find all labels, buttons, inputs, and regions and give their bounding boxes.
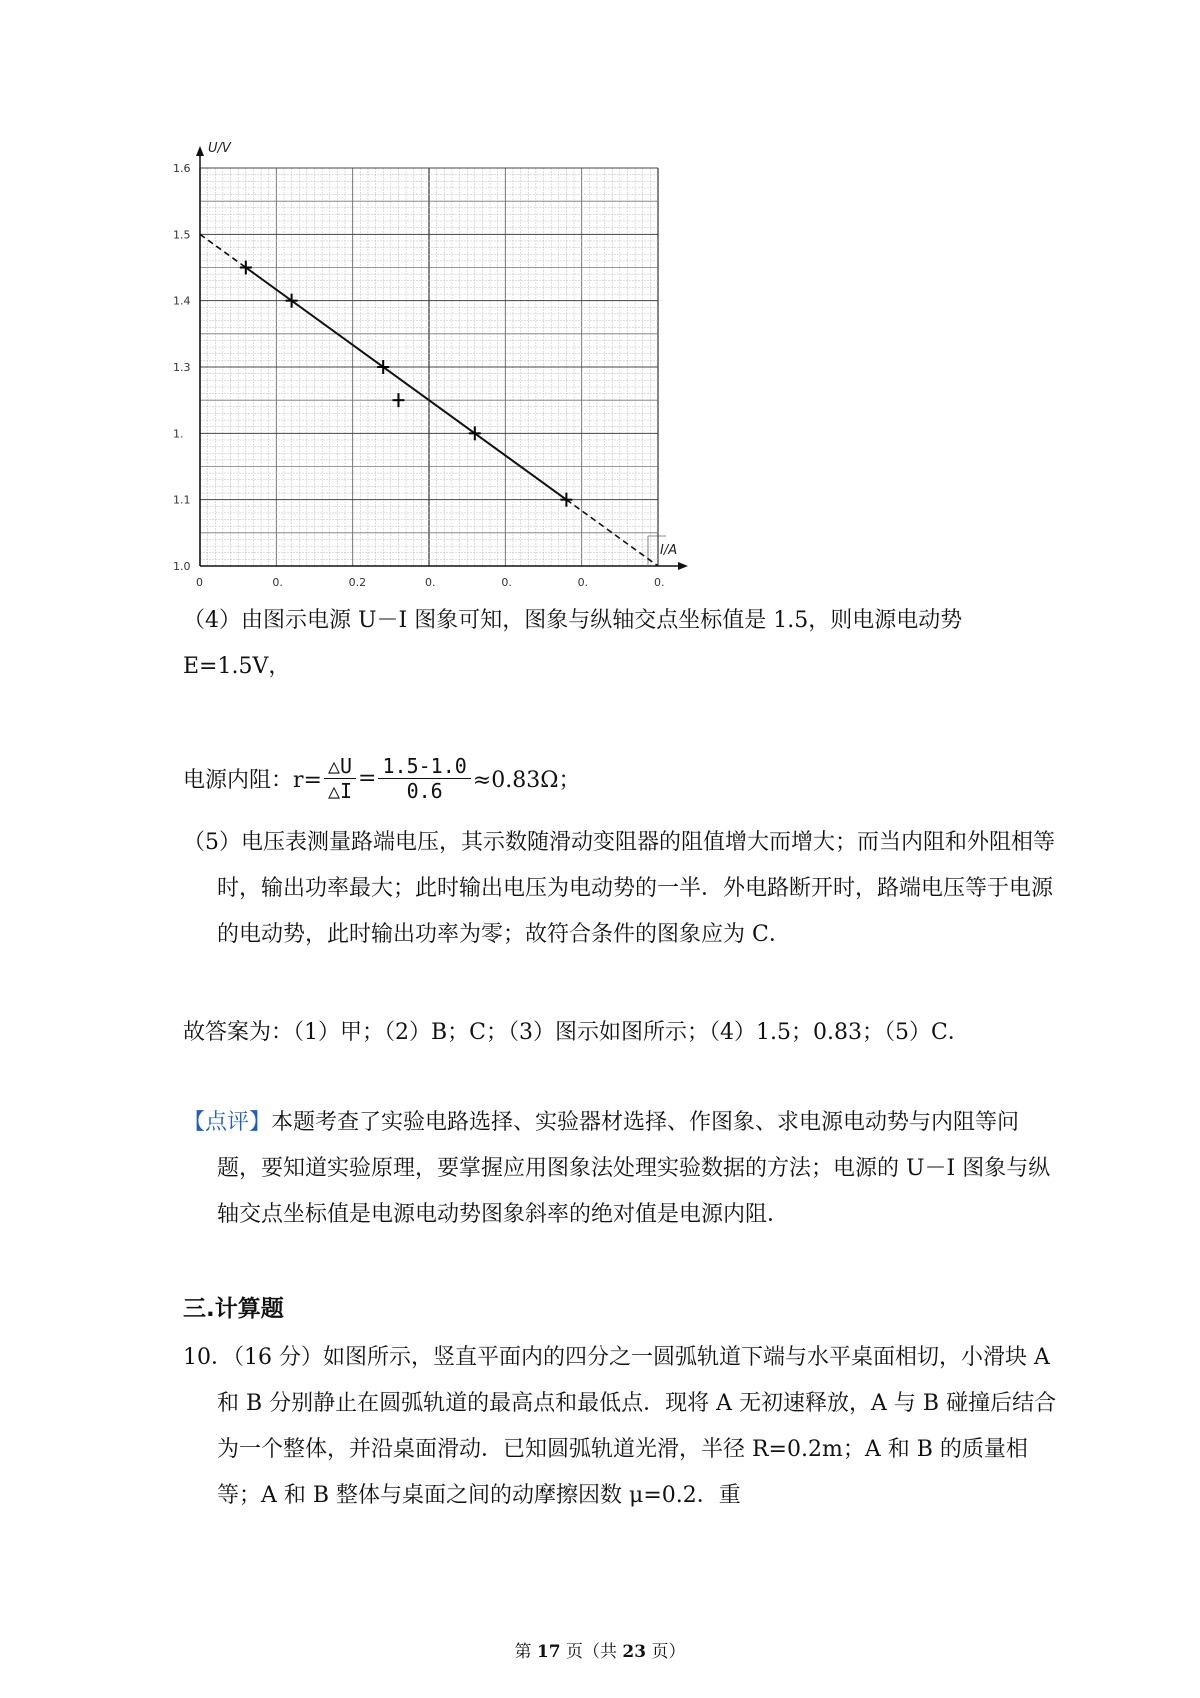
- fraction-delta-denominator: △I: [327, 778, 353, 803]
- ui-chart: [170, 138, 750, 643]
- comment-paragraph: [183, 1100, 1062, 1238]
- fraction-values-numerator: 1.5-1.0: [378, 754, 470, 779]
- y-tick-label: 1.0: [173, 560, 191, 573]
- y-axis-arrow: [196, 146, 204, 156]
- x-tick-label: 0.: [501, 576, 512, 589]
- y-tick-label: 1.: [173, 427, 184, 441]
- ui-graph-svg: [170, 138, 750, 643]
- y-tick-label: 1.1: [173, 493, 191, 507]
- part-4-line-2: E=1.5V，: [183, 654, 291, 679]
- footer-page-number: 17: [536, 1642, 561, 1662]
- x-tick-label: 0.: [577, 576, 589, 589]
- x-tick-label: 0: [196, 576, 203, 589]
- page-footer: [0, 1637, 1200, 1662]
- x-tick-label: 0.: [272, 576, 283, 589]
- footer-mid: 页（共: [560, 1642, 623, 1662]
- section-title: 三.计算题: [183, 1296, 284, 1322]
- y-tick-label: 1.3: [173, 361, 191, 374]
- x-axis-label: I/A: [660, 543, 678, 558]
- y-tick-label: 1.4: [173, 294, 191, 308]
- footer-pre: 第: [514, 1642, 537, 1662]
- fraction-values-denominator: 0.6: [406, 778, 443, 803]
- comment-tag: 【点评】: [183, 1110, 272, 1135]
- comment-body: 本题考查了实验电路选择、实验器材选择、作图象、求电源电动势与内阻等问题，要知道实验原理，要掌握应用图象法处理实验数据的方法；电源的 U－I 图象与纵轴交点坐标值是电源电动势图象斜率的绝对值是电源内阻．: [217, 1110, 1051, 1227]
- x-axis-arrow: [678, 562, 688, 570]
- fraction-values: [378, 754, 470, 803]
- question-10: 10．（16 分）如图所示，竖直平面内的四分之一圆弧轨道下端与水平桌面相切，小滑块 A 和 B 分别静止在圆弧轨道的最高点和最低点．现将 A 无初速释放，A 与 B 碰撞后结合为一个整体，并沿桌面滑动．已知圆弧轨道光滑，半径 R=0.2m；A 和 B 的质量相等；A 和 B 整体与桌面之间的动摩擦因数 μ=0.2．重: [183, 1345, 1057, 1508]
- final-answer: 故答案为：（1）甲；（2）B；C；（3）图示如图所示；（4）1.5；0.83；（5）C．: [183, 1020, 970, 1045]
- footer-post: 页）: [646, 1642, 686, 1662]
- fraction-delta: [324, 754, 356, 803]
- part-4-line-1: （4）由图示电源 U－I 图象可知，图象与纵轴交点坐标值是 1.5，则电源电动势: [183, 608, 963, 633]
- internal-resistance-formula: [183, 750, 580, 806]
- x-tick-label: 0.2: [348, 576, 367, 589]
- x-tick-label: 0.: [425, 576, 436, 589]
- x-tick-label: 0.: [654, 576, 665, 589]
- y-tick-label: 1.5: [173, 228, 191, 242]
- formula-suffix: ≈0.83Ω；: [472, 767, 581, 793]
- formula-equals: =: [358, 765, 377, 791]
- y-tick-label: 1.6: [173, 162, 191, 175]
- footer-total-pages: 23: [622, 1642, 647, 1662]
- y-axis-label: U/V: [208, 141, 231, 156]
- fraction-delta-numerator: △U: [324, 754, 356, 779]
- formula-prefix: 电源内阻：r=: [183, 767, 322, 793]
- fit-line-solid: [246, 268, 567, 500]
- answer-part-4: [183, 598, 1062, 690]
- answer-part-5: （5）电压表测量路端电压，其示数随滑动变阻器的阻值增大而增大；而当内阻和外阻相等时，输出功率最大；此时输出电压为电动势的一半．外电路断开时，路端电压等于电源的电动势，此时输出功率为零；故符合条件的图象应为 C．: [183, 830, 1056, 947]
